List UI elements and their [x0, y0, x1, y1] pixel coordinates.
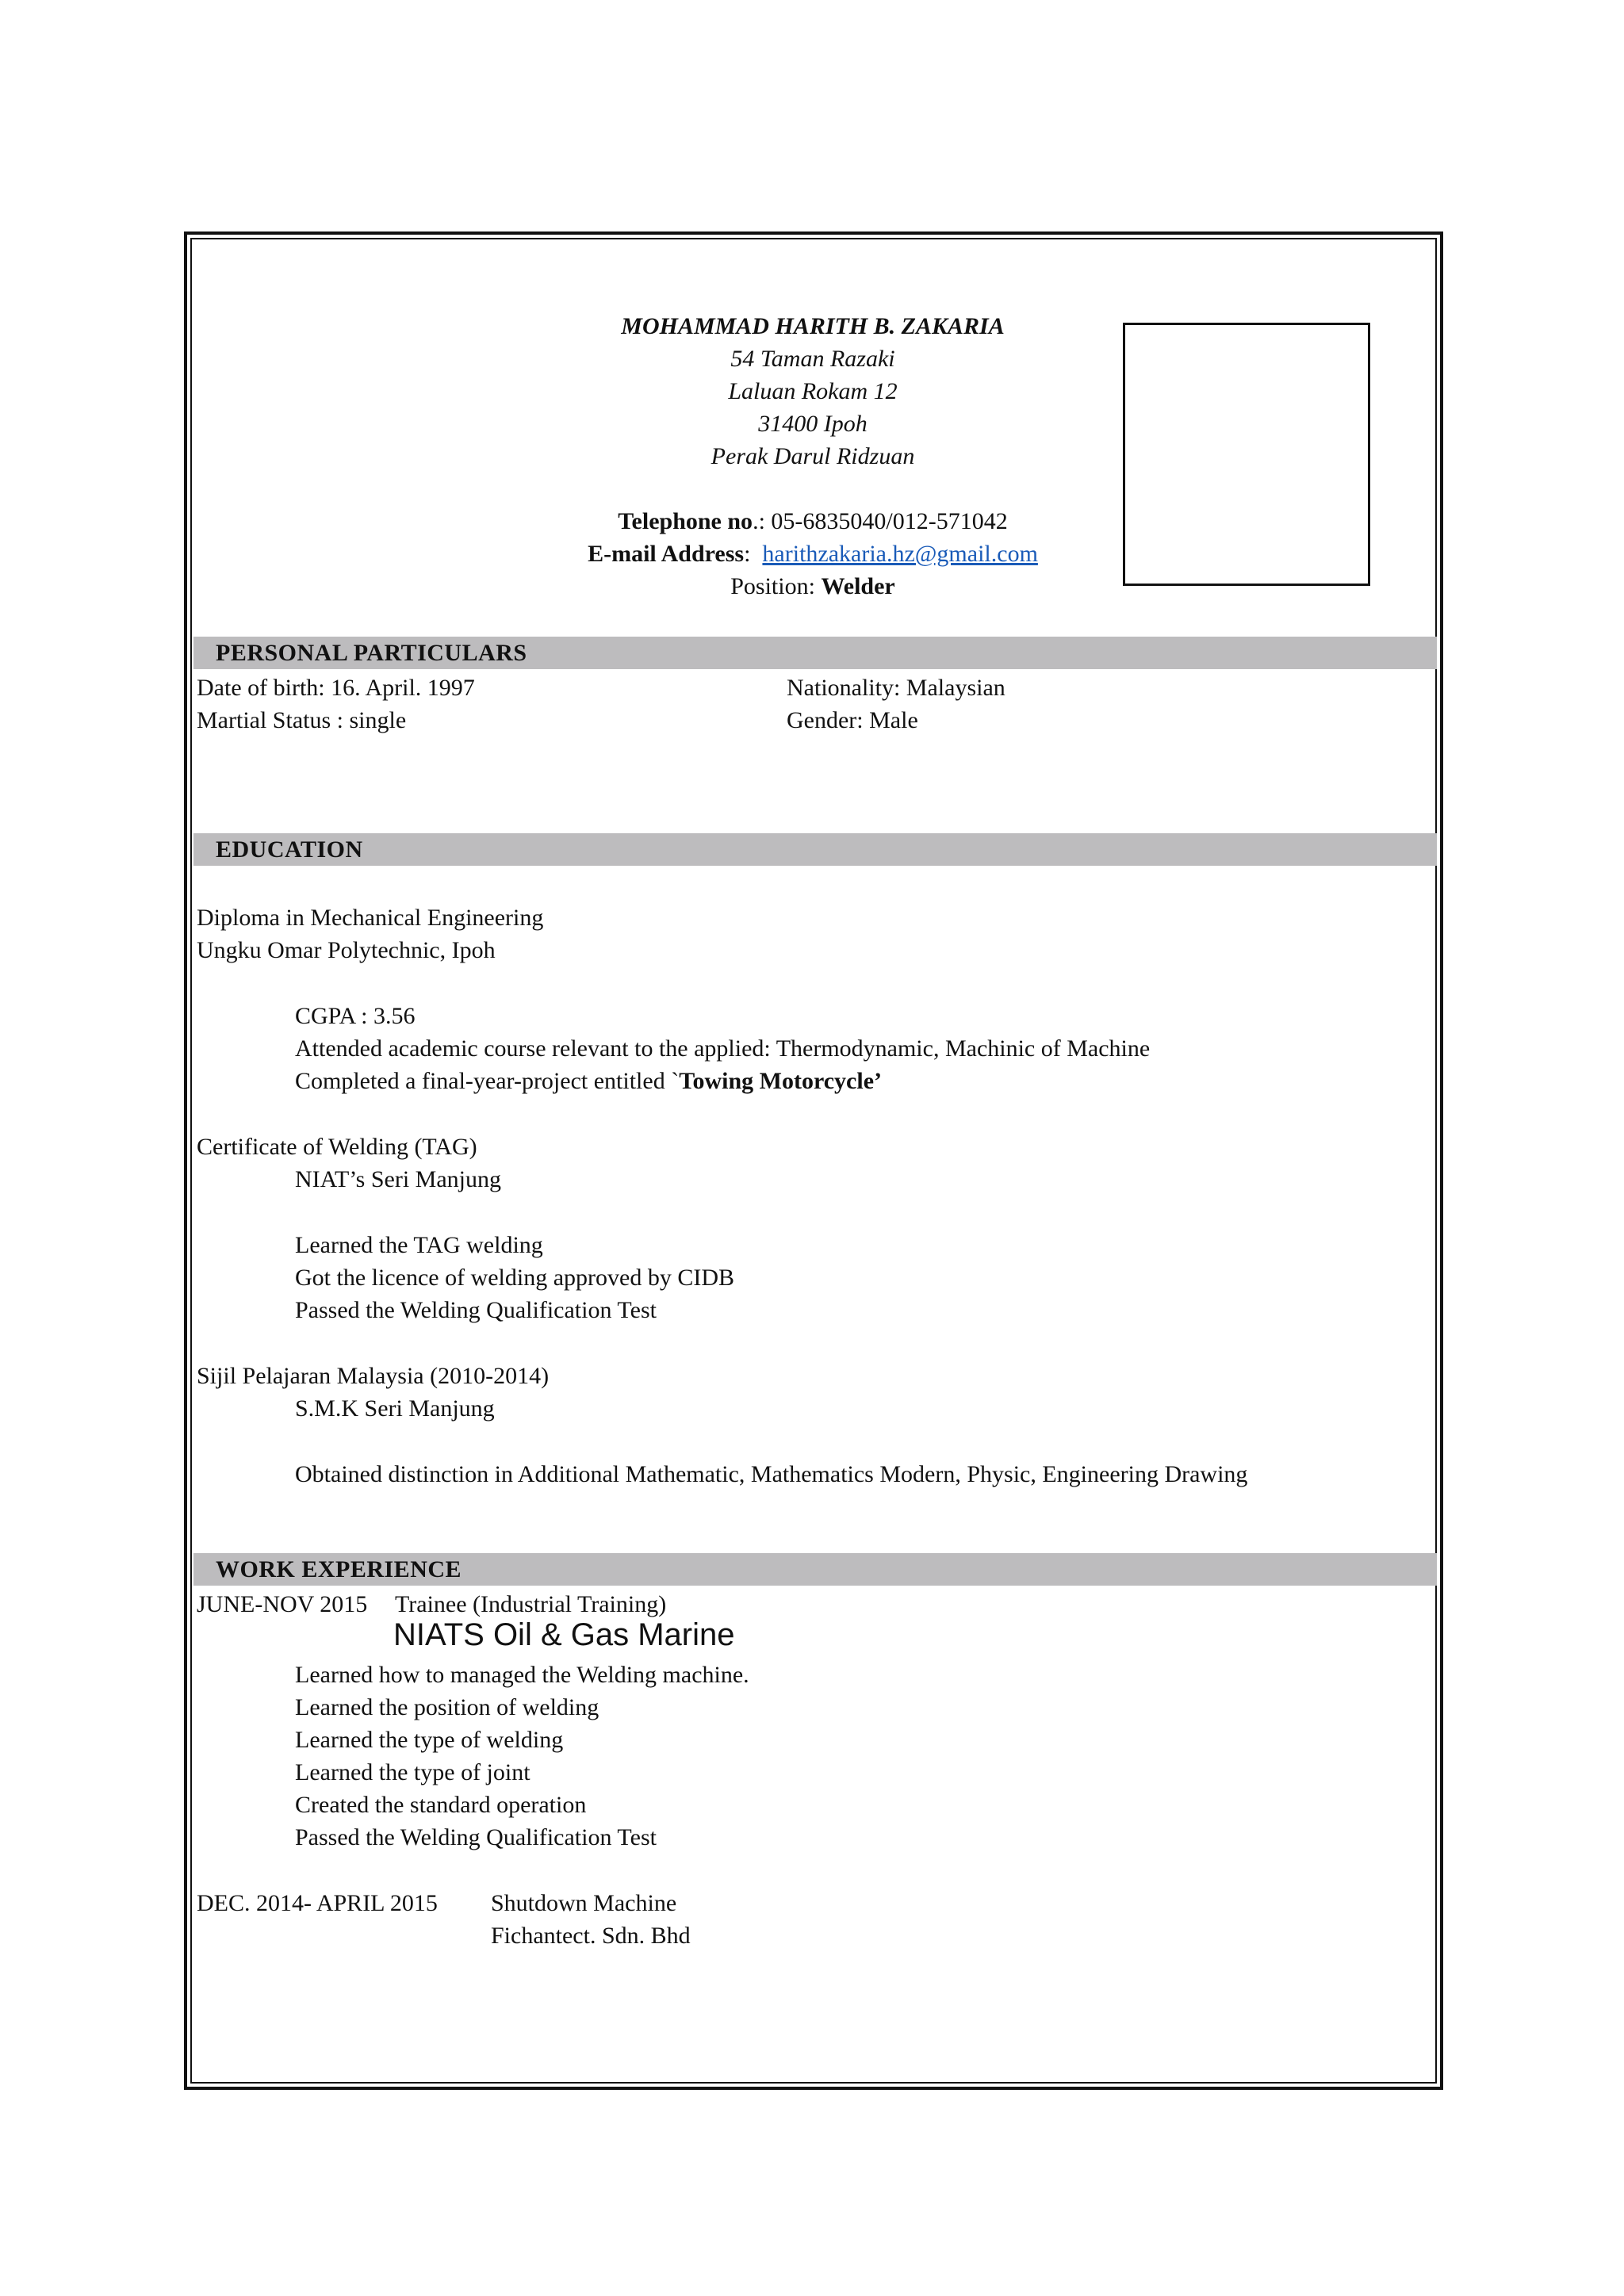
- job1-point: Created the standard operation: [295, 1792, 587, 1818]
- job1-point: Learned the type of welding: [295, 1727, 564, 1753]
- job1-point: Learned the position of welding: [295, 1694, 599, 1720]
- job1-point: Learned how to managed the Welding machine.: [295, 1662, 749, 1688]
- section-title-education: EDUCATION: [216, 836, 363, 863]
- applicant-name: MOHAMMAD HARITH B. ZAKARIA: [621, 313, 1005, 339]
- position-label: Position:: [730, 573, 822, 599]
- job2-company: Fichantect. Sdn. Bhd: [491, 1923, 691, 1949]
- resume-header: [476, 310, 1150, 603]
- telephone-value: .: 05-6835040/012-571042: [753, 508, 1008, 534]
- telephone-label: Telephone no: [618, 508, 753, 534]
- cgpa: CGPA : 3.56: [295, 1003, 416, 1029]
- email-separator: :: [744, 541, 751, 567]
- fyp-prefix: Completed a final-year-project entitled `: [295, 1068, 680, 1094]
- date-of-birth: Date of birth: 16. April. 1997: [197, 675, 475, 701]
- spm-title: Sijil Pelajaran Malaysia (2010-2014): [197, 1363, 550, 1389]
- job1-company: NIATS Oil & Gas Marine: [393, 1617, 735, 1652]
- spm-school: S.M.K Seri Manjung: [295, 1395, 495, 1422]
- photo-placeholder: [1123, 323, 1370, 586]
- job1-role: Trainee (Industrial Training): [395, 1591, 667, 1617]
- position-value: Welder: [821, 573, 895, 599]
- job2-period: DEC. 2014- APRIL 2015: [197, 1890, 438, 1916]
- job1-period: JUNE-NOV 2015: [197, 1591, 368, 1617]
- cert-point: Passed the Welding Qualification Test: [295, 1297, 657, 1323]
- email-line: [476, 538, 1150, 570]
- address-line: 54 Taman Razaki: [730, 346, 895, 372]
- section-bar-education: [193, 833, 1437, 866]
- final-year-project: [295, 1065, 882, 1097]
- cert-point: Got the licence of welding approved by CIDB: [295, 1265, 735, 1291]
- cert-point: Learned the TAG welding: [295, 1232, 543, 1258]
- job1-point: Passed the Welding Qualification Test: [295, 1824, 657, 1850]
- gender: Gender: Male: [787, 707, 918, 733]
- section-title-personal: PERSONAL PARTICULARS: [216, 640, 527, 666]
- address-line: Laluan Rokam 12: [728, 378, 898, 404]
- job2-role: Shutdown Machine: [491, 1890, 677, 1916]
- welding-school: NIAT’s Seri Manjung: [295, 1166, 501, 1192]
- email-label: E-mail Address: [588, 541, 745, 567]
- diploma-title: Diploma in Mechanical Engineering: [197, 905, 544, 931]
- courses: Attended academic course relevant to the applied: Thermodynamic, Machinic of Machine: [295, 1035, 1151, 1062]
- job1-point: Learned the type of joint: [295, 1759, 530, 1785]
- welding-certificate: Certificate of Welding (TAG): [197, 1134, 477, 1160]
- spm-point: Obtained distinction in Additional Mathematic, Mathematics Modern, Physic, Engineering Drawing: [295, 1461, 1248, 1487]
- position-line: [476, 570, 1150, 603]
- nationality: Nationality: Malaysian: [787, 675, 1005, 701]
- marital-status: Martial Status : single: [197, 707, 407, 733]
- telephone-line: [476, 505, 1150, 538]
- address-line: Perak Darul Ridzuan: [710, 443, 915, 469]
- section-title-work: WORK EXPERIENCE: [216, 1556, 462, 1582]
- address-line: 31400 Ipoh: [758, 411, 868, 437]
- fyp-title: Towing Motorcycle’: [679, 1068, 882, 1094]
- diploma-school: Ungku Omar Polytechnic, Ipoh: [197, 937, 496, 963]
- email-link[interactable]: harithzakaria.hz@gmail.com: [762, 541, 1038, 567]
